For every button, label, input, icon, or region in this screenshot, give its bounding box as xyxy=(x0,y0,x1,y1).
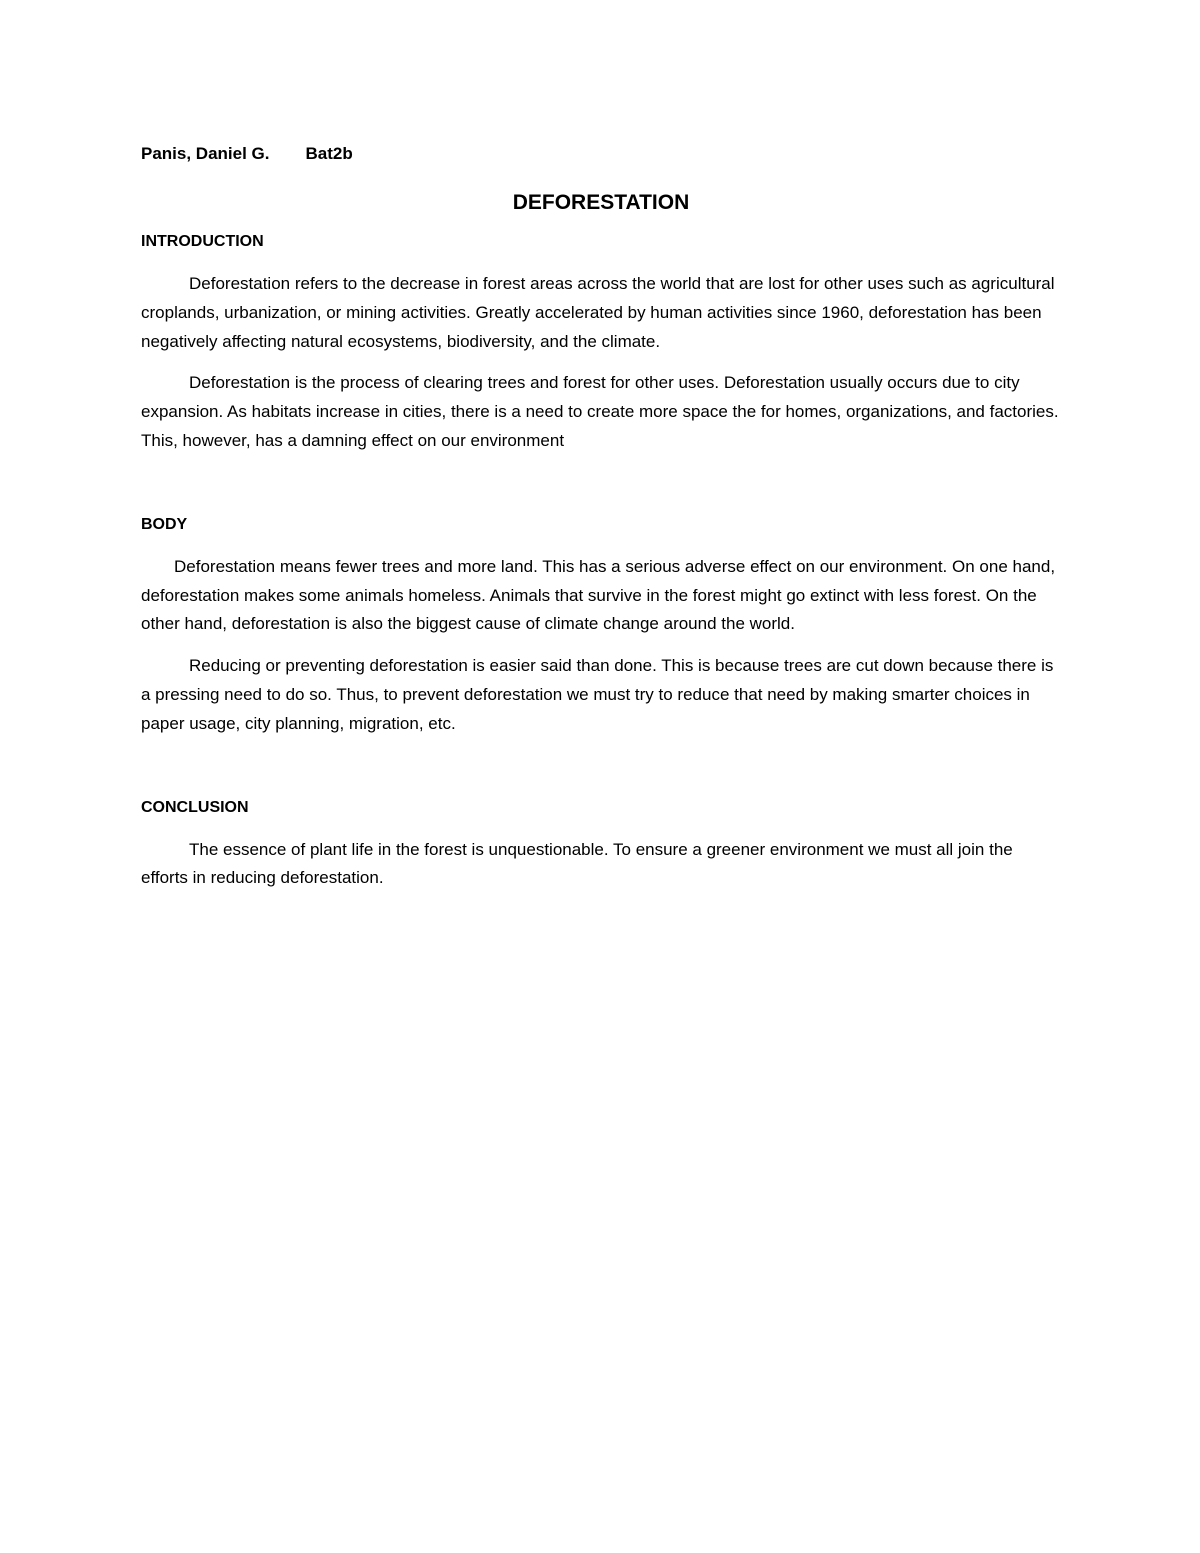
author-line xyxy=(141,140,1061,168)
body-paragraph-2: Reducing or preventing deforestation is easier said than done. This is because trees are cut down because there is a pressing need to do so. Thus, to prevent deforestation we must try to reduce that need by making smarter choices in paper usage, city planning, migration, etc. xyxy=(141,656,1054,733)
document-title: DEFORESTATION xyxy=(512,191,690,214)
conclusion-heading: CONCLUSION xyxy=(141,798,249,816)
introduction-paragraph-2: Deforestation is the process of clearing trees and forest for other uses. Deforestation usually occurs due to city expansion. As habitats increase in cities, there is a need to create more space the for homes, organizations, and factories. This, however, has a damning effect on our environment xyxy=(141,373,1059,450)
class-section: Bat2b xyxy=(305,144,353,163)
author-name: Panis, Daniel G. xyxy=(141,144,270,163)
body-heading: BODY xyxy=(141,515,188,533)
introduction-heading: INTRODUCTION xyxy=(141,233,264,250)
document-content xyxy=(141,140,1061,893)
body-paragraph-1: Deforestation means fewer trees and more land. This has a serious adverse effect on our environment. On one hand, deforestation makes some animals homeless. Animals that survive in the forest might go extinct with less forest. On the other hand, deforestation is also the biggest cause of climate change around the world. xyxy=(141,556,1056,634)
introduction-paragraph-1: Deforestation refers to the decrease in forest areas across the world that are lost for other uses such as agricultural croplands, urbanization, or mining activities. Greatly accelerated by human activities since 1960, deforestation has been negatively affecting natural ecosystems, biodiversity, and the climate. xyxy=(141,274,1055,351)
conclusion-paragraph-1: The essence of plant life in the forest is unquestionable. To ensure a greener environment we must all join the efforts in reducing deforestation. xyxy=(141,839,1013,888)
